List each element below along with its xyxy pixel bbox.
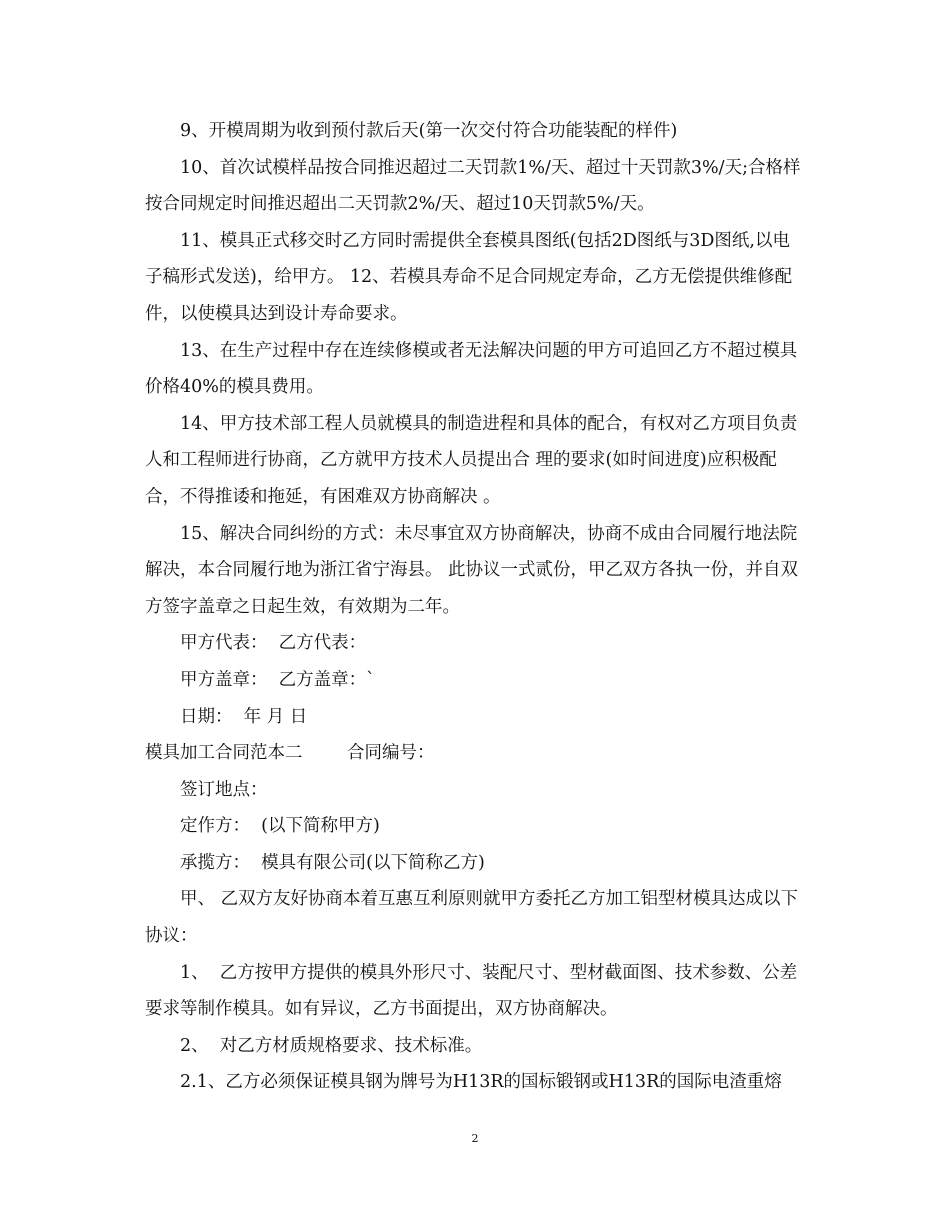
- party-a-line: 定作方： (以下简称甲方): [180, 816, 380, 837]
- clause-9: 9、开模周期为收到预付款后天(第一次交付符合功能装配的样件): [180, 121, 678, 141]
- page-number: 2: [471, 1132, 479, 1145]
- date-line: 日期： 年 月 日: [180, 706, 308, 727]
- item-2: 2、 对乙方材质规格要求、技术标准。: [180, 1035, 483, 1056]
- signing-place-line: 签订地点：: [180, 779, 268, 800]
- seals-line: 甲方盖章： 乙方盖章：`: [180, 669, 375, 690]
- representatives-line: 甲方代表： 乙方代表：: [180, 633, 367, 654]
- clause-11-12: 11、模具正式移交时乙方同时需提供全套模具图纸(包括2D图纸与3D图纸,以电子稿形式发送)，给甲方。 12、若模具寿命不足合同规定寿命，乙方无偿提供维修配件，以使模具达到设计寿命要求。: [145, 230, 793, 324]
- item-1: 1、 乙方按甲方提供的模具外形尺寸、装配尺寸、型材截面图、技术参数、公差要求等制作模具。如有异议，乙方书面提出，双方协商解决。: [145, 962, 798, 1020]
- clause-10: 10、首次试模样品按合同推迟超过二天罚款1%/天、超过十天罚款3%/天;合格样按合同规定时间推迟超出二天罚款2%/天、超过10天罚款5%/天。: [145, 157, 801, 215]
- contract-template-two-heading: 模具加工合同范本二 合同编号：: [145, 743, 435, 764]
- clause-15: 15、解决合同纠纷的方式：未尽事宜双方协商解决，协商不成由合同履行地法院解决，本合同履行地为浙江省宁海县。 此协议一式贰份，甲乙双方各执一份，并自双方签字盖章之日起生效，有效期为二年。: [145, 523, 799, 617]
- document-body: [145, 113, 807, 1101]
- clause-14: 14、甲方技术部工程人员就模具的制造进程和具体的配合，有权对乙方项目负责人和工程师进行协商，乙方就甲方技术人员提出合 理的要求(如时间进度)应积极配合，不得推诿和拖延，有困难双方协商解决 。: [145, 413, 798, 507]
- clause-13: 13、在生产过程中存在连续修模或者无法解决问题的甲方可追回乙方不超过模具价格40%的模具费用。: [145, 340, 798, 398]
- agreement-intro: 甲、 乙双方友好协商本着互惠互利原则就甲方委托乙方加工铝型材模具达成以下协议：: [145, 889, 799, 947]
- party-b-line: 承揽方： 模具有限公司(以下简称乙方): [180, 852, 485, 873]
- item-2-1: 2.1、乙方必须保证模具钢为牌号为H13R的国标锻钢或H13R的国际电渣重熔: [180, 1072, 782, 1093]
